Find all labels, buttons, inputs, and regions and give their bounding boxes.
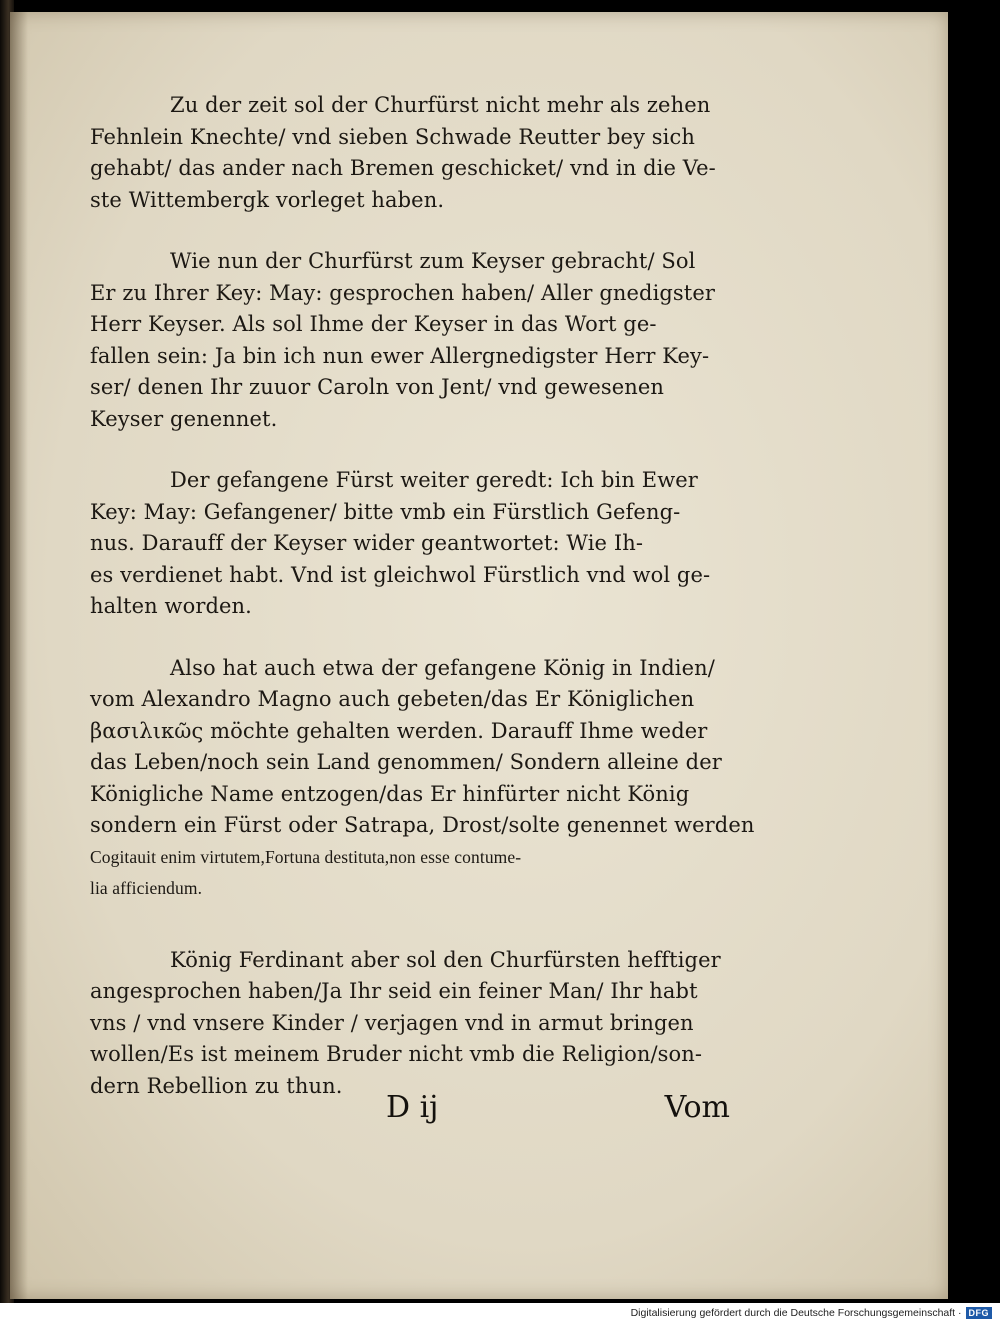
text-line: König Ferdinant aber sol den Churfürsten hefftiger bbox=[170, 947, 721, 972]
text-line: nus. Darauff der Keyser wider geantwortet: Wie Ih- bbox=[90, 531, 644, 555]
funding-notice-bar bbox=[0, 1303, 1000, 1323]
text-line: vns / vnd vnsere Kinder / verjagen vnd in armut bringen bbox=[90, 1010, 694, 1035]
text-line: dern Rebellion zu thun. bbox=[90, 1073, 343, 1098]
text-line: Herr Keyser. Als sol Ihme der Keyser in das Wort ge- bbox=[90, 312, 657, 336]
paragraph-2 bbox=[90, 246, 730, 435]
latin-quotation bbox=[90, 842, 730, 905]
text-line: ste Wittembergk vorleget haben. bbox=[90, 187, 445, 212]
text-line: fallen sein: Ja bin ich nun ewer Allergnedigster Herr Key- bbox=[90, 343, 710, 368]
dfg-logo: DFG bbox=[966, 1307, 993, 1319]
signature-mark: D ij bbox=[386, 1090, 439, 1125]
funding-notice-text: Digitalisierung gefördert durch die Deutsche Forschungsgemeinschaft · bbox=[630, 1307, 962, 1319]
text-line: Der gefangene Fürst weiter geredt: Ich bin Ewer bbox=[170, 468, 698, 492]
text-line: Königliche Name entzogen/das Er hinfürter nicht König bbox=[90, 781, 690, 806]
latin-line: lia afficiendum. bbox=[90, 878, 203, 898]
text-line: vom Alexandro Magno auch gebeten/das Er Königlichen bbox=[90, 687, 695, 711]
text-line: Zu der zeit sol der Churfürst nicht mehr als zehen bbox=[170, 93, 711, 117]
text-line: das Leben/noch sein Land genommen/ Sondern alleine der bbox=[90, 750, 722, 774]
paragraph-1 bbox=[90, 90, 730, 216]
text-line: Keyser genennet. bbox=[90, 406, 278, 431]
page-text-block bbox=[90, 90, 755, 1132]
text-line: Er zu Ihrer Key: May: gesprochen haben/ Aller gnedigster bbox=[90, 280, 716, 305]
text-line: ser/ denen Ihr zuuor Caroln von Jent/ vnd gewesenen bbox=[90, 375, 665, 399]
scanned-page bbox=[10, 12, 948, 1299]
text-line: gehabt/ das ander nach Bremen geschicket/ vnd in die Ve- bbox=[90, 156, 716, 180]
text-line: βασιλικῶς möchte gehalten werden. Darauff Ihme weder bbox=[90, 718, 708, 743]
latin-line: Cogitauit enim virtutem,Fortuna destituta,non esse contume- bbox=[90, 846, 522, 867]
text-line: es verdienet habt. Vnd ist gleichwol Fürstlich vnd wol ge- bbox=[90, 562, 711, 587]
text-line: Also hat auch etwa der gefangene König in Indien/ bbox=[170, 655, 715, 680]
catchword: Vom bbox=[664, 1090, 730, 1125]
text-line: Key: May: Gefangener/ bitte vmb ein Fürstlich Gefeng- bbox=[90, 499, 681, 524]
text-line: Wie nun der Churfürst zum Keyser gebracht/ Sol bbox=[170, 249, 696, 273]
paragraph-6 bbox=[90, 945, 730, 1103]
text-line: wollen/Es ist meinem Bruder nicht vmb die Religion/son- bbox=[90, 1042, 703, 1066]
page-footer bbox=[90, 1090, 730, 1134]
text-line: angesprochen haben/Ja Ihr seid ein feiner Man/ Ihr habt bbox=[90, 979, 698, 1003]
paragraph-4 bbox=[90, 653, 755, 842]
text-line: halten worden. bbox=[90, 594, 252, 618]
page-fold-shadow bbox=[10, 12, 28, 1299]
paragraph-3 bbox=[90, 465, 730, 623]
text-line: sondern ein Fürst oder Satrapa, Drost/solte genennet werden bbox=[90, 813, 755, 837]
text-line: Fehnlein Knechte/ vnd sieben Schwade Reutter bey sich bbox=[90, 124, 695, 149]
